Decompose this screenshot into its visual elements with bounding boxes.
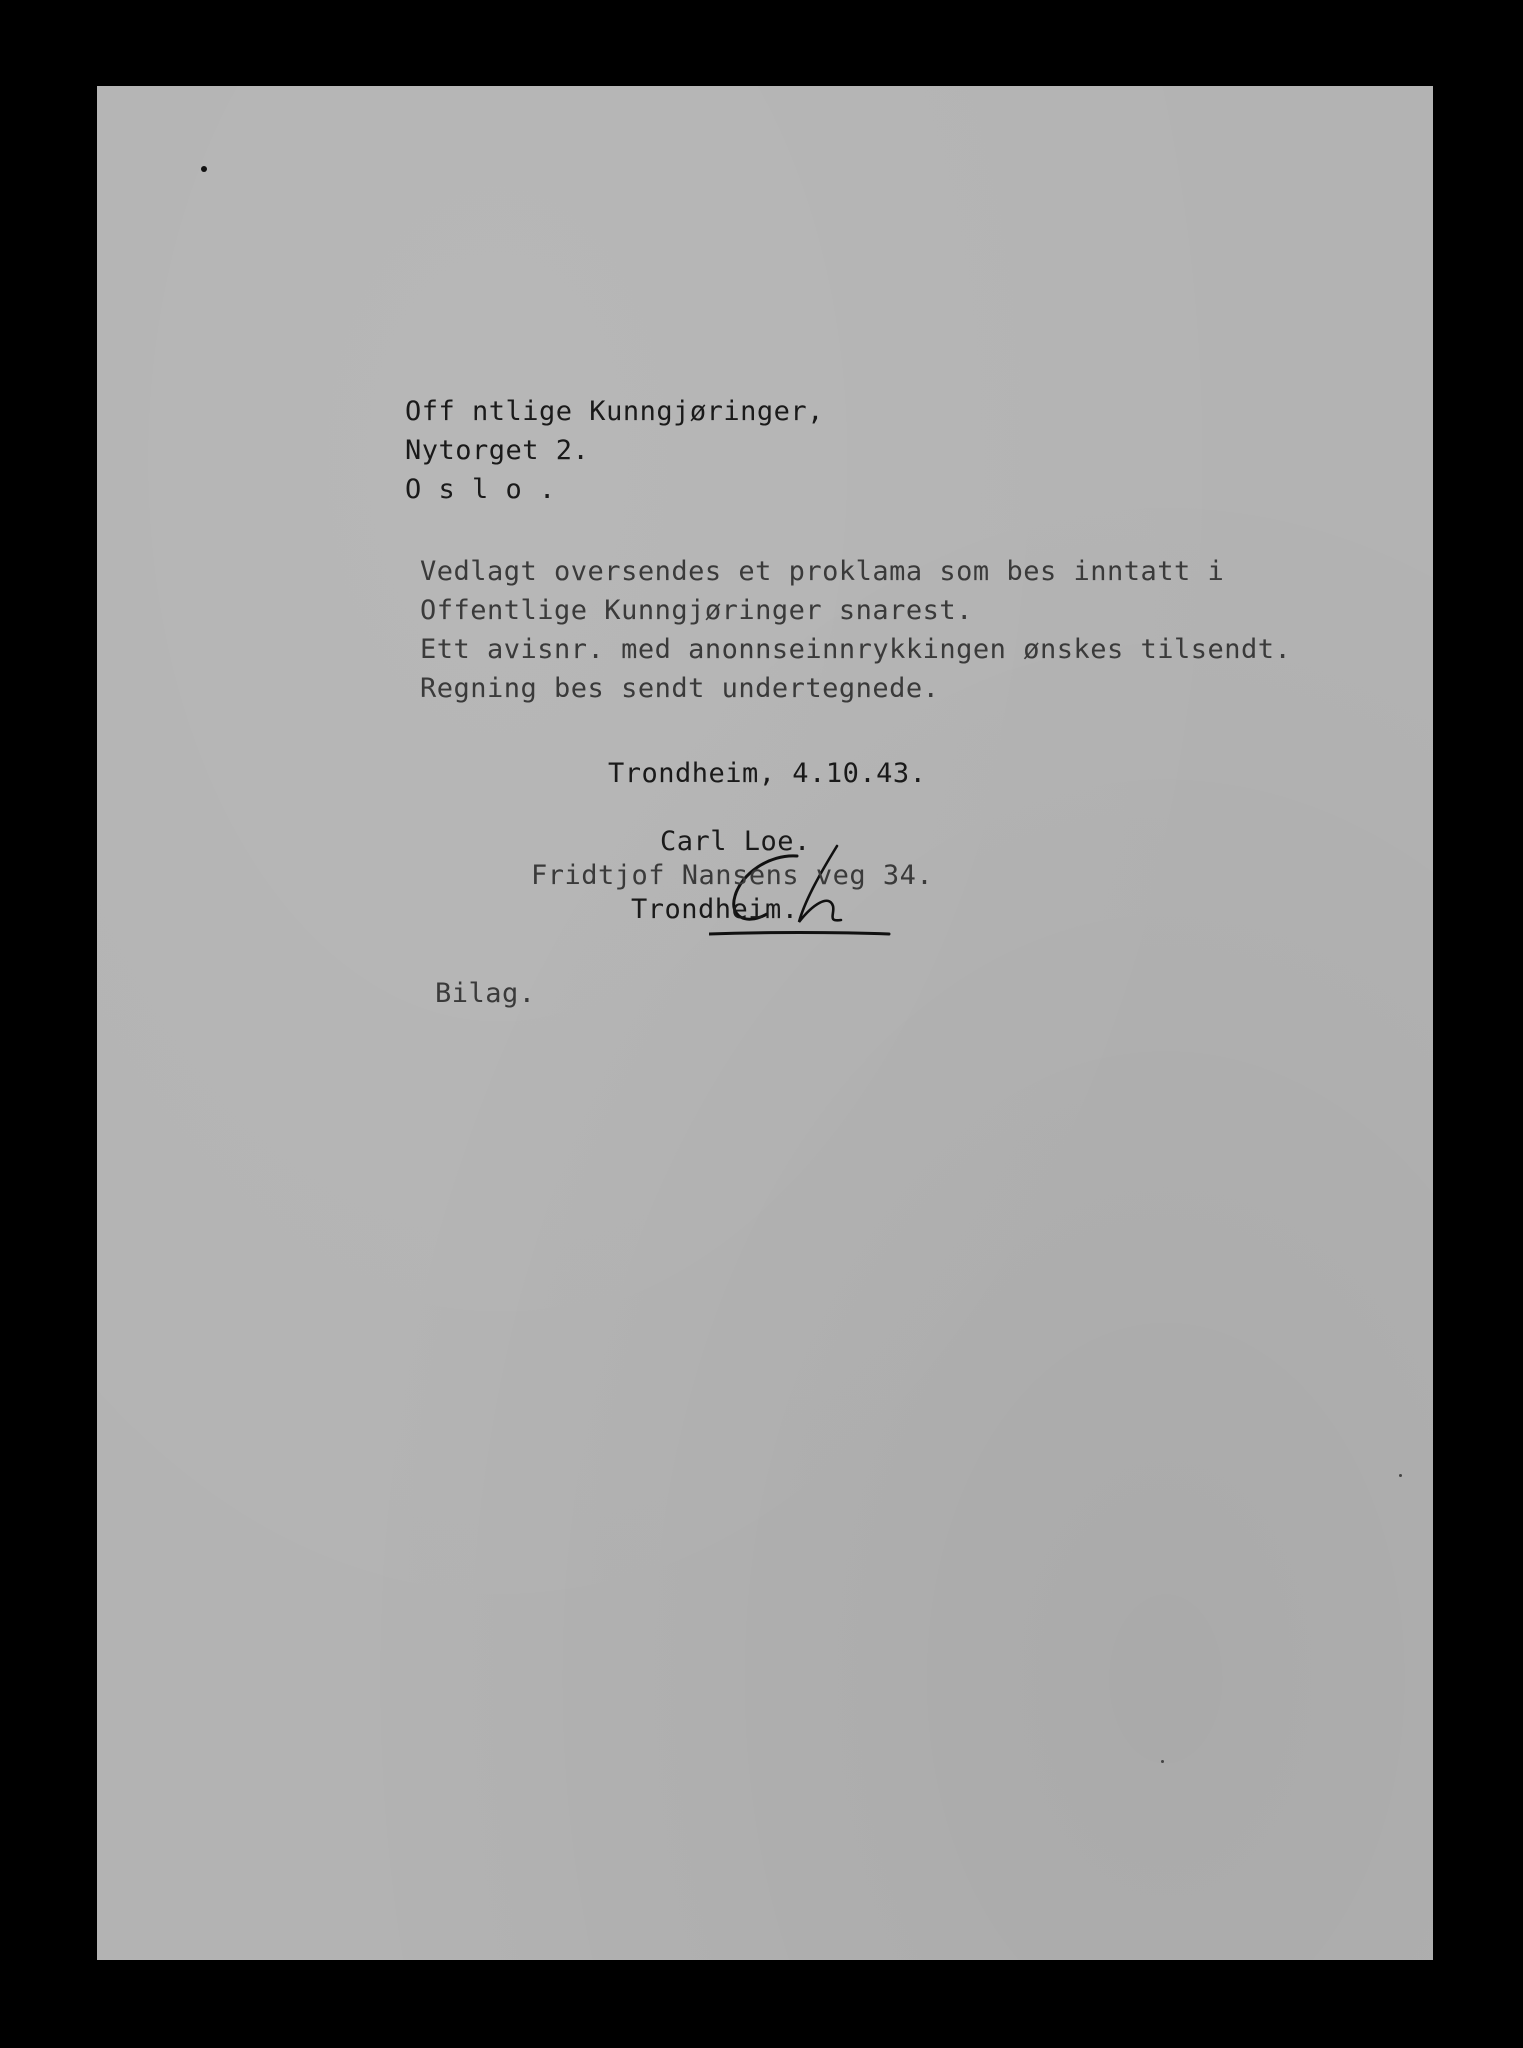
punch-mark [201, 166, 207, 172]
body-line: Regning bes sendt undertegnede. [420, 673, 940, 704]
letter-paper [97, 86, 1433, 1960]
enclosure-note: Bilag. [435, 978, 536, 1009]
body-line: Vedlagt oversendes et proklama som bes inntatt i [420, 556, 1225, 587]
paper-speck [1161, 1760, 1164, 1763]
signature-underline [709, 933, 889, 935]
sender-city: Trondheim. [631, 894, 799, 925]
body-line: Offentlige Kunngjøringer snarest. [420, 595, 973, 626]
recipient-city: O s l o . [405, 474, 556, 505]
sender-name: Carl Loe. [660, 826, 811, 857]
dateline: Trondheim, 4.10.43. [608, 758, 927, 789]
paper-speck [1399, 1474, 1402, 1477]
recipient-name: Off ntlige Kunngjøringer, [405, 396, 824, 427]
sender-street: Fridtjof Nansens veg 34. [531, 860, 934, 891]
body-line: Ett avisnr. med anonnseinnrykkingen ønskes tilsendt. [420, 634, 1292, 665]
recipient-street: Nytorget 2. [405, 435, 590, 466]
